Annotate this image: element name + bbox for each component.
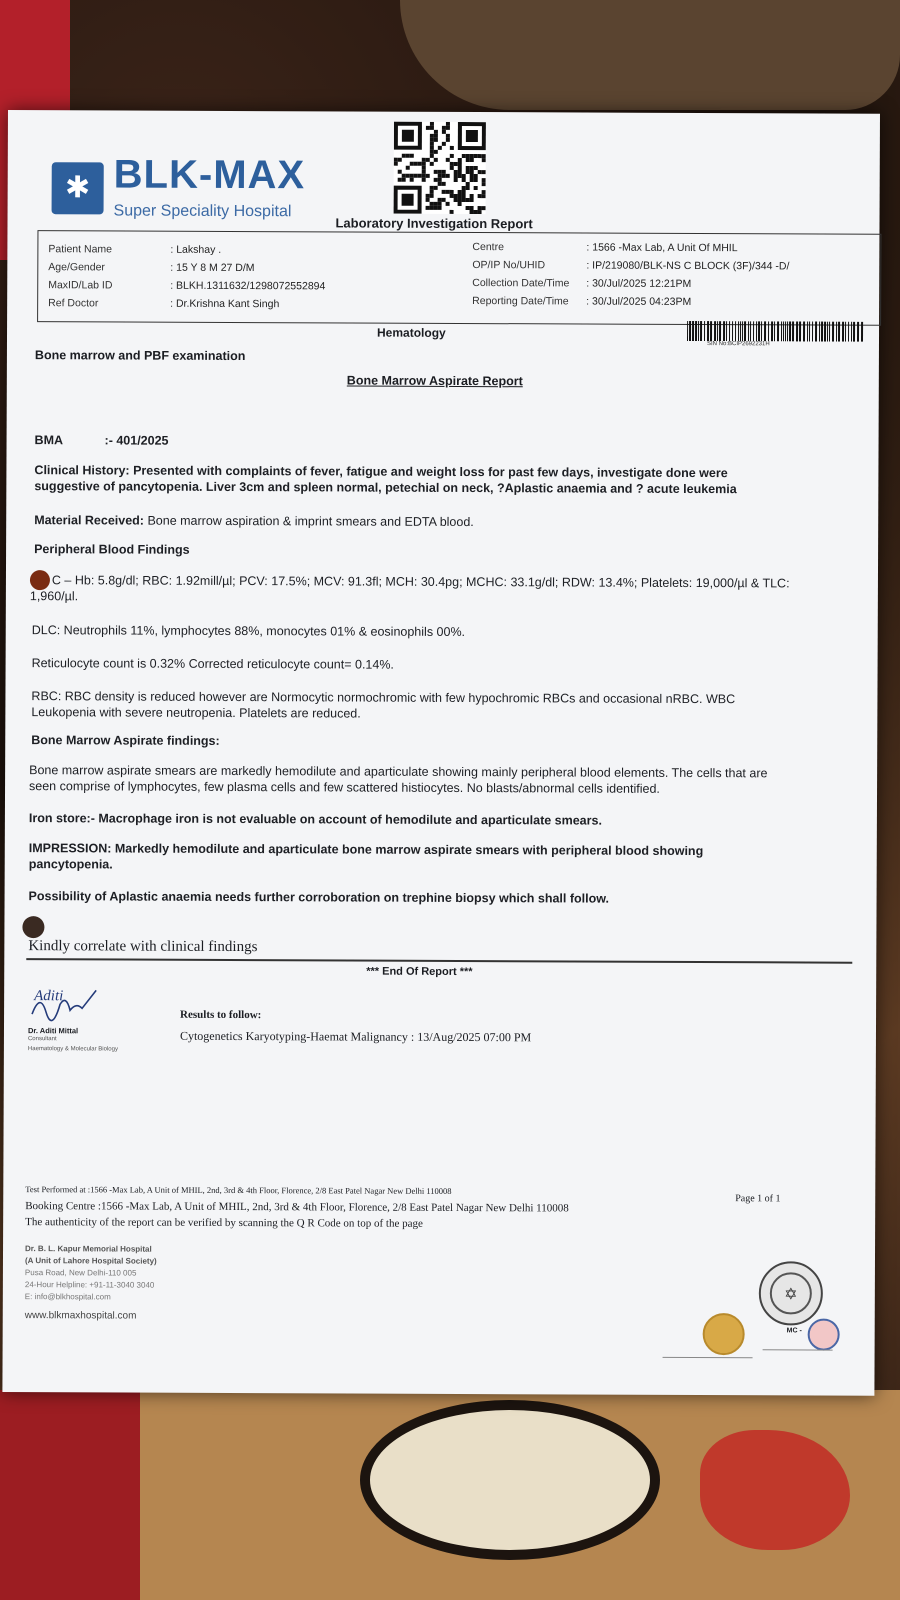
logo-star-icon: ✱ — [65, 171, 91, 205]
test-name: Bone marrow and PBF examination — [34, 348, 246, 364]
hospital-logo — [52, 162, 104, 214]
age-gender-label: Age/Gender — [48, 261, 105, 274]
end-rule — [26, 958, 852, 963]
opip-value: : IP/219080/BLK-NS C BLOCK (3F)/344 -D/ — [586, 259, 790, 273]
accreditation-rule-2 — [763, 1349, 833, 1350]
end-of-report: *** End Of Report *** — [366, 965, 473, 979]
patient-name-value: : Lakshay . — [170, 243, 222, 256]
ref-doctor-value: : Dr.Krishna Kant Singh — [170, 297, 280, 311]
footer-booking-centre: Booking Centre :1566 -Max Lab, A Unit of MHIL, 2nd, 3rd & 4th Floor, Florence, 2/8 East Patel Nagar New Delhi 110008 — [25, 1200, 569, 1215]
footer-authenticity: The authenticity of the report can be verified by scanning the Q R Code on top of the page — [25, 1216, 423, 1230]
age-gender-value: : 15 Y 8 M 27 D/M — [170, 261, 255, 275]
seal-icon — [759, 1261, 823, 1325]
background-fabric-red-bottom — [0, 1390, 160, 1600]
doctor-name: Dr. Aditi Mittal — [27, 1026, 79, 1036]
cbc-line1: C – Hb: 5.8g/dl; RBC: 1.92mill/µl; PCV: 17.5%; MCV: 91.3fl; MCH: 30.4pg; MCHC: 33.1g/dl; RDW: 13.4%; Platelets: 19,000/µl & TLC: — [51, 573, 790, 591]
impression-line2: pancytopenia. — [28, 857, 113, 872]
collection-label: Collection Date/Time — [472, 277, 570, 290]
clinical-history-label: Clinical History: — [34, 463, 130, 478]
svg-text:✡: ✡ — [784, 1284, 798, 1304]
material-text: Bone marrow aspiration & imprint smears and EDTA blood. — [147, 513, 474, 530]
reporting-label: Reporting Date/Time — [472, 295, 569, 308]
signature-handwriting: Aditi — [34, 988, 64, 1005]
ink-blot-2 — [22, 916, 44, 938]
footer-email: E: info@blkhospital.com — [24, 1292, 111, 1302]
bma-findings-line1: Bone marrow aspirate smears are markedly hemodilute and aparticulate showing mainly peripheral blood elements. The cells that are — [29, 763, 768, 781]
patient-info-box — [37, 230, 881, 326]
qr-code-icon — [394, 122, 486, 214]
background-fabric-spot — [360, 1400, 660, 1560]
report-title: Laboratory Investigation Report — [335, 215, 533, 232]
bma-findings-heading: Bone Marrow Aspirate findings: — [31, 733, 220, 748]
centre-label: Centre — [472, 241, 504, 254]
department-heading: Hematology — [377, 325, 446, 340]
clinical-history-text2: suggestive of pancytopenia. Liver 3cm and spleen normal, petechial on neck, ?Aplastic anaemia and ? acute leukemia — [34, 479, 737, 497]
iron-store: Iron store:- Macrophage iron is not evaluable on account of hemodilute and aparticulate smears. — [28, 811, 602, 828]
impression-line1: IMPRESSION: Markedly hemodilute and aparticulate bone marrow aspirate smears with peripheral blood showing — [28, 841, 704, 859]
centre-value: : 1566 -Max Lab, A Unit Of MHIL — [586, 241, 738, 255]
mc-accreditation-icon — [808, 1319, 840, 1351]
accreditation-rule — [663, 1357, 753, 1358]
material-received — [34, 512, 474, 530]
maxid-label: MaxID/Lab ID — [48, 279, 113, 292]
bma-findings-line2: seen comprise of lymphocytes, few plasma cells and few scattered histiocytes. No blasts/abnormal cells identified. — [29, 779, 660, 796]
bma-label: BMA — [34, 433, 64, 448]
footer-website: www.blkmaxhospital.com — [24, 1310, 137, 1322]
material-label: Material Received: — [34, 513, 145, 528]
clinical-history-text1: Presented with complaints of fever, fatigue and weight loss for past few days, investigate done were — [133, 463, 728, 481]
barcode-icon — [687, 321, 865, 342]
rbc-line1: RBC: RBC density is reduced however are Normocytic normochromic with few hypochromic RBCs and occasional nRBC. WBC — [31, 689, 736, 707]
hospital-subtitle: Super Speciality Hospital — [113, 202, 292, 221]
results-follow-text: Cytogenetics Karyotyping-Haemat Malignancy : 13/Aug/2025 07:00 PM — [179, 1028, 532, 1045]
footer-address: Pusa Road, New Delhi-110 005 — [24, 1268, 137, 1278]
sin-number: SIN No:BCIP2692231H — [706, 341, 770, 348]
hospital-name: BLK-MAX — [113, 152, 306, 198]
lab-report-paper — [2, 110, 880, 1396]
maxid-value: : BLKH.1311632/1298072552894 — [170, 279, 326, 293]
doctor-title: Consultant — [27, 1036, 57, 1043]
doctor-dept: Haematology & Molecular Biology — [27, 1046, 118, 1053]
opip-label: OP/IP No/UHID — [472, 259, 546, 272]
report-heading: Bone Marrow Aspirate Report — [346, 373, 523, 389]
ref-doctor-label: Ref Doctor — [48, 297, 99, 310]
reporting-value: : 30/Jul/2025 04:23PM — [586, 295, 692, 308]
collection-value: : 30/Jul/2025 12:21PM — [586, 277, 692, 290]
footer-helpline: 24-Hour Helpline: +91-11-3040 3040 — [24, 1280, 155, 1290]
possibility-line: Possibility of Aplastic anaemia needs further corroboration on trephine biopsy which shall follow. — [28, 889, 610, 906]
dlc-line: DLC: Neutrophils 11%, lymphocytes 88%, monocytes 01% & eosinophils 00%. — [31, 623, 466, 639]
footer-page: Page 1 of 1 — [735, 1193, 781, 1205]
results-follow-heading: Results to follow: — [180, 1008, 262, 1022]
footer-test-performed: Test Performed at :1566 -Max Lab, A Unit of MHIL, 2nd, 3rd & 4th Floor, Florence, 2/8 East Patel Nagar New Delhi 110008 — [25, 1184, 452, 1196]
correlate-text: Kindly correlate with clinical findings — [28, 938, 258, 956]
patient-name-label: Patient Name — [48, 243, 113, 256]
background-fabric-pattern — [400, 0, 900, 110]
rbc-line2: Leukopenia with severe neutropenia. Platelets are reduced. — [31, 705, 361, 721]
reticulocyte-line: Reticulocyte count is 0.32% Corrected reticulocyte count= 0.14%. — [31, 656, 394, 672]
footer-hospital-society: (A Unit of Lahore Hospital Society) — [24, 1256, 157, 1266]
bma-value: :- 401/2025 — [104, 433, 169, 448]
pbf-heading: Peripheral Blood Findings — [34, 542, 190, 557]
cbc-line2: 1,960/µl. — [29, 589, 79, 604]
footer-hospital-name: Dr. B. L. Kapur Memorial Hospital — [25, 1244, 152, 1254]
clinical-history — [34, 462, 854, 498]
accreditation-badge-icon — [703, 1313, 745, 1355]
mc-label: MC - — [786, 1327, 802, 1335]
